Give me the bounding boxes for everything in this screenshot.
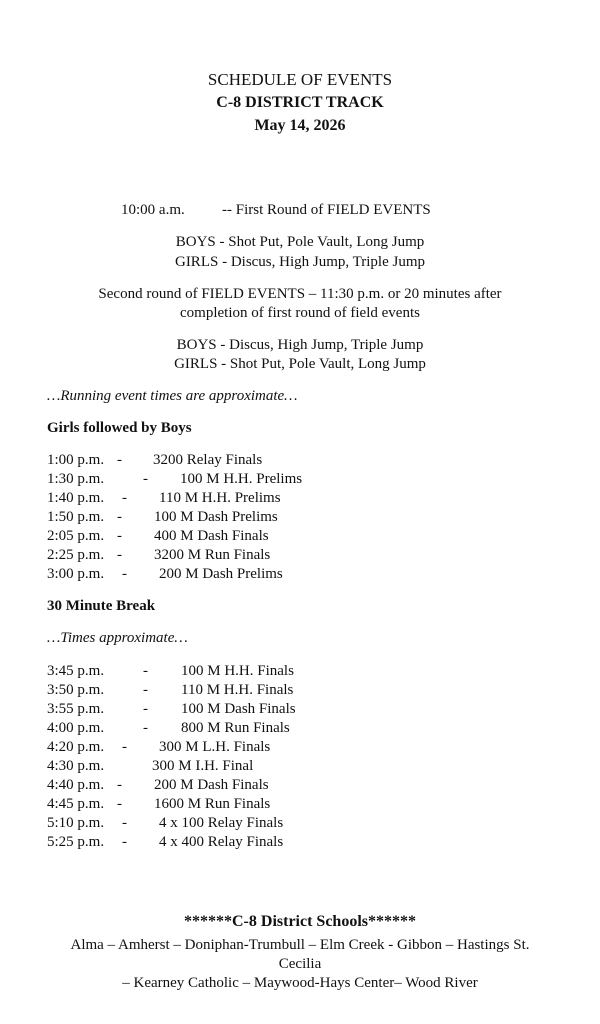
schedule-dash: - xyxy=(117,452,122,468)
second-round-girls: GIRLS - Shot Put, Pole Vault, Long Jump xyxy=(174,356,426,372)
schedule-event: 1600 M Run Finals xyxy=(154,796,271,812)
schedule-event: 100 M H.H. Prelims xyxy=(180,471,303,487)
schedule-event: 110 M H.H. Finals xyxy=(181,682,294,698)
second-round-line2: completion of first round of field events xyxy=(180,305,420,321)
schedule-time: 4:00 p.m. xyxy=(47,720,105,736)
schedule-event: 110 M H.H. Prelims xyxy=(159,490,281,506)
schedule-dash: - xyxy=(122,490,127,506)
page-title: SCHEDULE OF EVENTS xyxy=(207,70,393,89)
schedule-event: 800 M Run Finals xyxy=(181,720,290,736)
schedule-dash: - xyxy=(117,777,122,793)
schedule-event: 4 x 100 Relay Finals xyxy=(159,815,284,831)
footer-title: ******C-8 District Schools****** xyxy=(184,913,416,930)
schedule-time: 5:25 p.m. xyxy=(47,834,105,850)
schedule-time: 4:20 p.m. xyxy=(47,739,105,755)
schedule-time: 4:40 p.m. xyxy=(47,777,105,793)
schedule-event: 3200 M Run Finals xyxy=(154,547,271,563)
schedule-dash: - xyxy=(122,815,127,831)
schedule-dash: - xyxy=(117,547,122,563)
schedule-time: 3:45 p.m. xyxy=(47,663,105,679)
schedule-time: 1:40 p.m. xyxy=(47,490,105,506)
schedule-dash: - xyxy=(143,682,148,698)
schedule-dash: - xyxy=(143,701,148,717)
schedule-dash: - xyxy=(122,566,127,582)
opening-time: 10:00 a.m. xyxy=(121,202,185,218)
schedule-event: 400 M Dash Finals xyxy=(154,528,269,544)
second-round-line1: Second round of FIELD EVENTS – 11:30 p.m. or 20 minutes after xyxy=(98,286,502,302)
schedule-dash: - xyxy=(143,663,148,679)
schedule-dash: - xyxy=(122,739,127,755)
schedule-time: 4:30 p.m. xyxy=(47,758,105,774)
schedule-event: 3200 Relay Finals xyxy=(153,452,263,468)
schedule-time: 2:05 p.m. xyxy=(47,528,105,544)
times-approx-note: …Times approximate… xyxy=(47,630,188,646)
schedule-dash: - xyxy=(143,471,148,487)
first-round-boys: BOYS - Shot Put, Pole Vault, Long Jump xyxy=(175,234,425,250)
girls-boys-heading: Girls followed by Boys xyxy=(47,420,192,436)
opening-text: -- First Round of FIELD EVENTS xyxy=(222,202,431,218)
break-heading: 30 Minute Break xyxy=(47,598,156,614)
schedule-dash: - xyxy=(143,720,148,736)
schedule-event: 200 M Dash Prelims xyxy=(159,566,283,582)
schedule-time: 3:55 p.m. xyxy=(47,701,105,717)
schedule-dash: - xyxy=(122,834,127,850)
schedule-time: 4:45 p.m. xyxy=(47,796,105,812)
schedule-dash: - xyxy=(117,528,122,544)
footer-schools-line2: Cecilia xyxy=(278,956,322,972)
footer-schools-line3: – Kearney Catholic – Maywood-Hays Center– Wood River xyxy=(122,975,478,991)
schedule-event: 300 M L.H. Finals xyxy=(159,739,271,755)
schedule-event: 200 M Dash Finals xyxy=(154,777,269,793)
page-subtitle: C-8 DISTRICT TRACK xyxy=(216,94,384,111)
second-round-boys: BOYS - Discus, High Jump, Triple Jump xyxy=(176,337,424,353)
schedule-time: 3:00 p.m. xyxy=(47,566,105,582)
schedule-time: 5:10 p.m. xyxy=(47,815,105,831)
schedule-time: 3:50 p.m. xyxy=(47,682,105,698)
schedule-dash: - xyxy=(117,796,122,812)
schedule-event: 100 M Dash Finals xyxy=(181,701,296,717)
footer-schools-line1: Alma – Amherst – Doniphan-Trumbull – Elm Creek - Gibbon – Hastings St. xyxy=(70,937,530,953)
first-round-girls: GIRLS - Discus, High Jump, Triple Jump xyxy=(174,254,426,270)
schedule-time: 2:25 p.m. xyxy=(47,547,105,563)
schedule-event: 100 M H.H. Finals xyxy=(181,663,294,679)
schedule-time: 1:00 p.m. xyxy=(47,452,105,468)
schedule-time: 1:50 p.m. xyxy=(47,509,105,525)
schedule-event: 4 x 400 Relay Finals xyxy=(159,834,284,850)
page-date: May 14, 2026 xyxy=(254,117,346,134)
schedule-time: 1:30 p.m. xyxy=(47,471,105,487)
schedule-event: 100 M Dash Prelims xyxy=(154,509,278,525)
schedule-event: 300 M I.H. Final xyxy=(152,758,254,774)
running-approx-note: …Running event times are approximate… xyxy=(47,388,298,404)
schedule-dash: - xyxy=(117,509,122,525)
